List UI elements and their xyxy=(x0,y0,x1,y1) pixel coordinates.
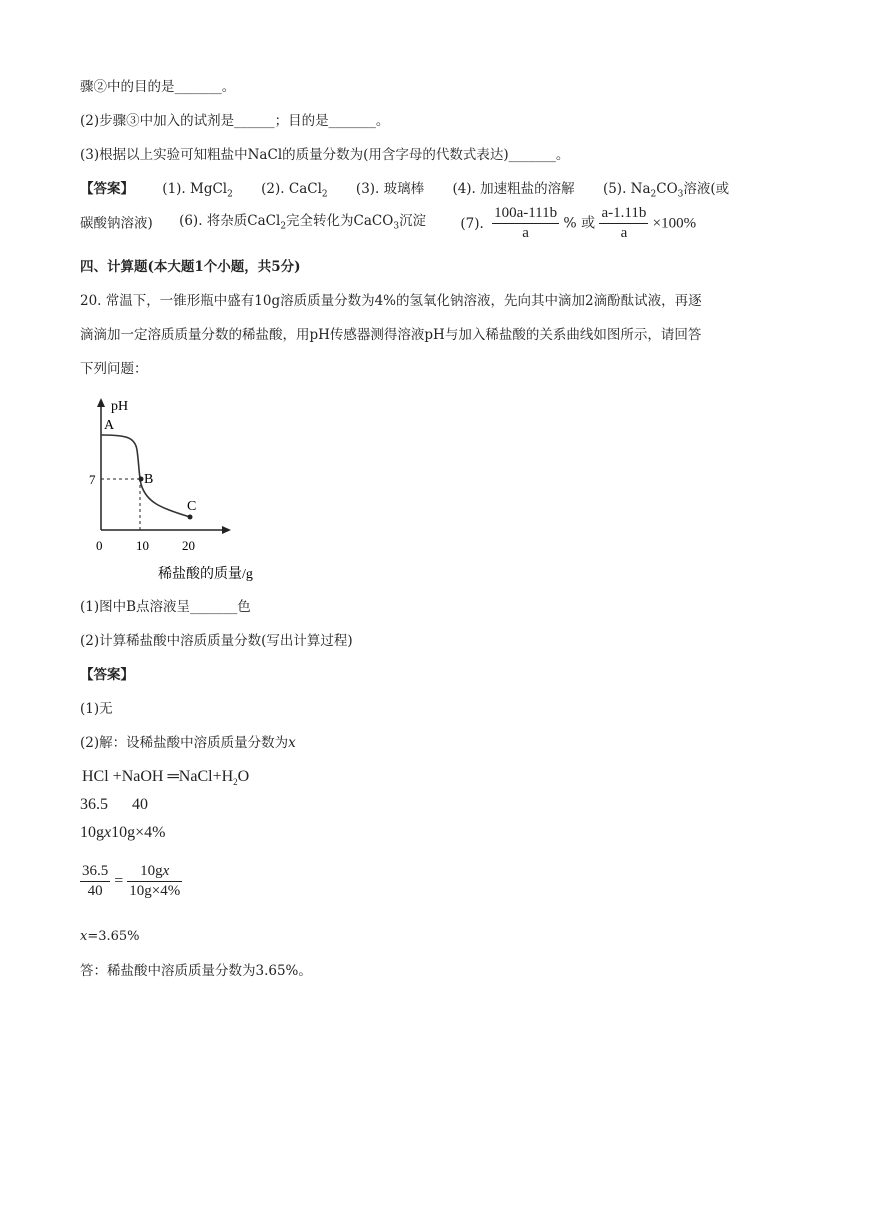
question-20-line-3: 下列问题： xyxy=(80,361,148,377)
fraction-2-denominator: a xyxy=(620,225,628,241)
sub-question-1: (1)图中B点溶液呈_______色 xyxy=(80,599,251,615)
answer-2-label: 【答案】 xyxy=(80,667,134,683)
final-answer: 答：稀盐酸中溶质质量分数为3.65%。 xyxy=(80,963,312,979)
given-masses: 10gx10g×4% xyxy=(80,824,166,841)
fraction-1 xyxy=(492,204,559,243)
ratio-left-denominator: 40 xyxy=(87,883,103,899)
ratio-fraction-right xyxy=(127,862,182,901)
x-tick-0: 0 xyxy=(96,538,103,553)
answer-times-100: ×100% xyxy=(652,215,697,232)
x-axis-label: 稀盐酸的质量/g xyxy=(158,567,253,582)
answer-item-4: (4). 加速粗盐的溶解 xyxy=(452,181,575,197)
answer-item-7-label: (7). xyxy=(460,215,484,232)
ratio-equation xyxy=(80,862,182,901)
point-b-dot xyxy=(139,477,144,482)
answer-item-3: (3). 玻璃棒 xyxy=(355,181,425,197)
x-tick-10: 10 xyxy=(136,538,149,553)
answer-line-2 xyxy=(80,204,696,243)
ratio-right-denominator: 10g×4% xyxy=(129,883,181,899)
ph-chart xyxy=(80,392,280,592)
ratio-right-numerator: 10gx xyxy=(127,862,182,882)
answer-or-text: % 或 xyxy=(563,215,596,232)
text-line-step2-purpose: 骤②中的目的是_______。 xyxy=(80,79,236,95)
result-line: x=3.65% xyxy=(80,929,140,944)
text-line-nacl-fraction: (3)根据以上实验可知粗盐中NaCl的质量分数为(用含字母的代数式表达)_______。 xyxy=(80,147,570,163)
answer-label: 【答案】 xyxy=(80,181,134,197)
answer-item-5-cont: 碳酸钠溶液) xyxy=(80,215,153,232)
answer-item-6: (6). 将杂质CaCl$_2$完全转化为CaCO$_3$沉淀 xyxy=(179,212,427,232)
y-axis-arrow xyxy=(97,398,105,407)
question-20-line-1: 20. 常温下，一锥形瓶中盛有10g溶质质量分数为4%的氢氧化钠溶液，先向其中滴加2滴酚酞试液，再逐 xyxy=(80,293,702,309)
ratio-left-numerator: 36.5 xyxy=(80,862,110,882)
answer-2-item-2: (2)解：设稀盐酸中溶质质量分数为x xyxy=(80,735,296,751)
answer-item-5: (5). $Na_2CO_3$溶液(或 xyxy=(602,181,730,200)
fraction-1-numerator: 100a-111b xyxy=(492,204,559,224)
x-tick-20: 20 xyxy=(182,538,195,553)
point-c-dot xyxy=(188,515,193,520)
chemical-equation: HCl +NaOH $═NaCl+H_2O$ xyxy=(82,768,250,788)
x-axis-arrow xyxy=(222,526,231,534)
ratio-fraction-left xyxy=(80,862,110,901)
section-heading: 四、计算题(本大题1个小题，共5分) xyxy=(80,259,301,275)
point-b-label: B xyxy=(144,472,154,487)
fraction-2-numerator: a-1.11b xyxy=(599,204,648,224)
fraction-1-denominator: a xyxy=(522,225,529,241)
answer-item-2: (2). CaCl$_2$ xyxy=(261,181,328,200)
y-tick-7: 7 xyxy=(89,472,96,487)
sub-question-2: (2)计算稀盐酸中溶质质量分数(写出计算过程) xyxy=(80,633,353,649)
question-20-line-2: 滴滴加一定溶质质量分数的稀盐酸，用pH传感器测得溶液pH与加入稀盐酸的关系曲线如图所示，请回答 xyxy=(80,327,702,343)
point-c-label: C xyxy=(187,499,197,514)
answer-2-item-1: (1)无 xyxy=(80,701,113,717)
fraction-2 xyxy=(599,204,648,243)
y-axis-label: pH xyxy=(111,399,129,414)
text-line-step3-reagent: (2)步骤③中加入的试剂是______；目的是_______。 xyxy=(80,113,390,129)
answer-line-1 xyxy=(80,180,729,204)
ratio-equals: = xyxy=(114,872,124,890)
point-a-label: A xyxy=(104,418,115,433)
answer-item-1: (1). MgCl$_2$ xyxy=(162,181,233,200)
molar-masses: 36.5 40 xyxy=(80,796,148,813)
